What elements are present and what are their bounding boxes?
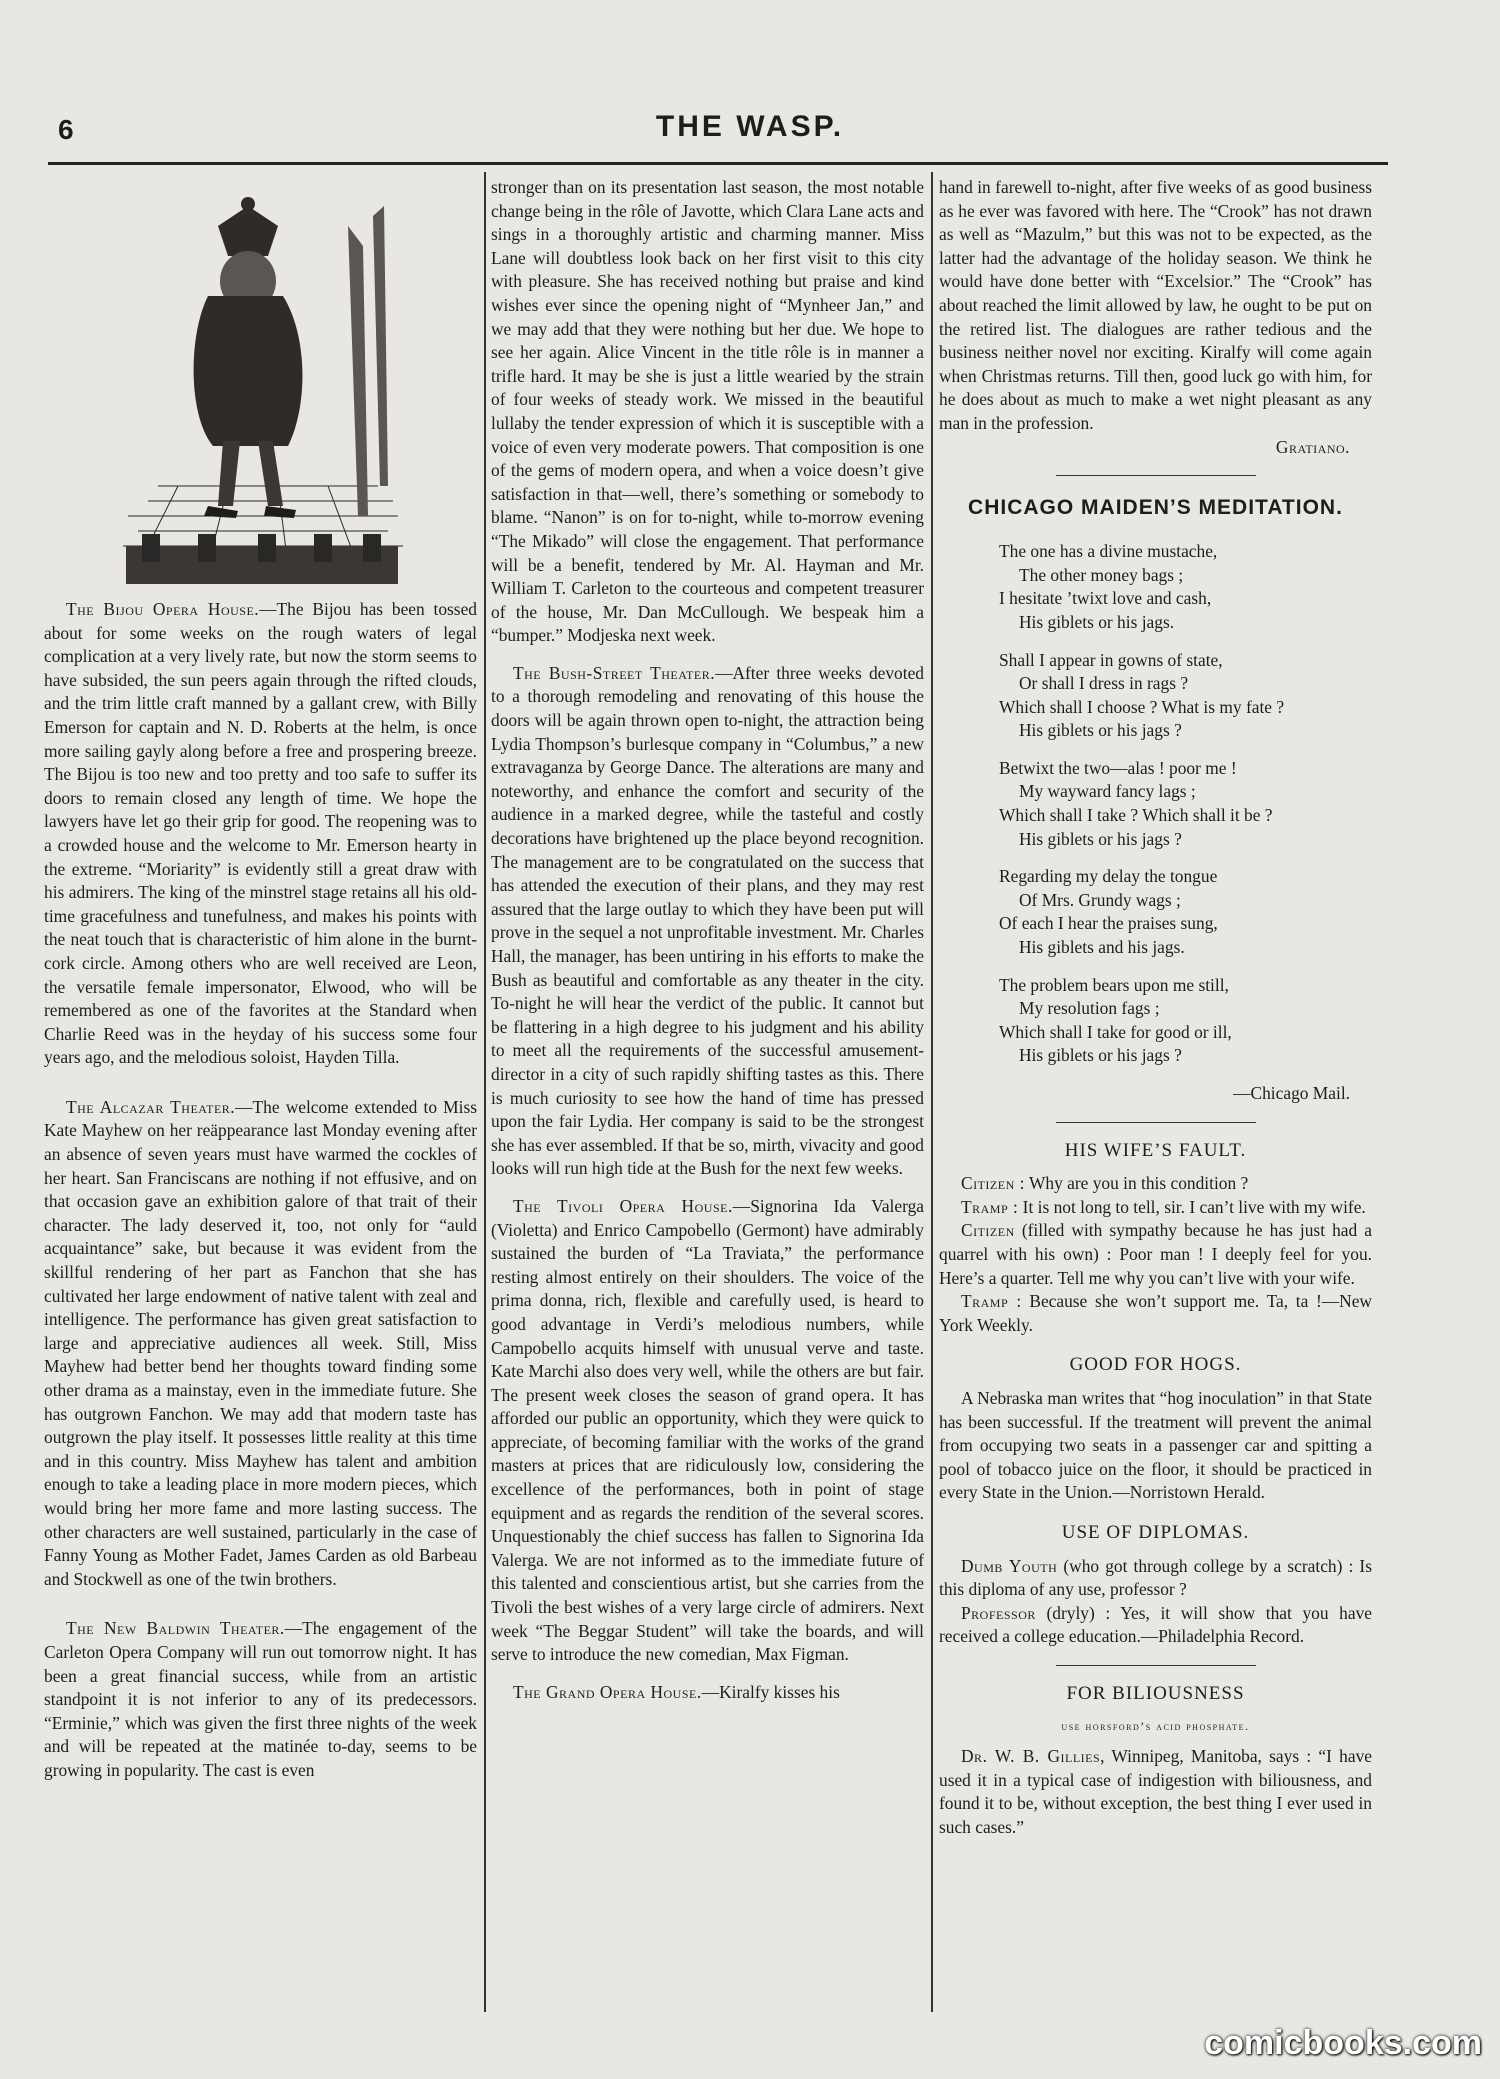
dialogue-text: (dryly) : Yes, it will show that you have received a college education.—Philadelphia Record. [939, 1602, 1372, 1647]
section-subtitle-bilious: use horsford’s acid phosphate. [1061, 1719, 1250, 1734]
article-body: —Kiralfy kisses his [701, 1681, 840, 1702]
dialogue-line [939, 1172, 1372, 1196]
signature-line [939, 436, 1372, 460]
signature-gratiano: Gratiano. [1275, 436, 1350, 457]
article-body: —The Bijou has been tossed about for some weeks on the rough waters of legal complication at a very lively rate, but now the storm seems to have subsided, the sun peers again through the rifted clouds, and the trim little craft manned by a gallant crew, with Billy Emerson for captain and N. D. Roberts at the helm, is once more sailing gayly along before a free and prospering breeze. The Bijou is too new and too pretty and too safe to suffer its doors to remain closed any length of time. We hope the lawyers have let go their grip for good. The reopening was to a crowded house and the welcome to Mr. Emerson hearty in the extreme. “Moriarity” is evidently still a great draw with his admirers. The king of the minstrel stage retains all his old-time gracefulness and tunefulness, and makes his points with the neat touch that is characteristic of him alone in the burnt-cork circle. Among others who are well received are Leon, the versatile female impersonator, Elwood, who will be remembered as one of the favorites at the Standard when Charlie Reed was in the heyday of his success some four years ago, and the melodious soloist, Hayden Tilla. [44, 599, 477, 1068]
poem-line: The other money bags ; [1019, 564, 1184, 585]
article-lead: Dr. W. B. Gillies [961, 1746, 1101, 1767]
poem-line: Shall I appear in gowns of state, [999, 649, 1223, 670]
article-baldwin [44, 1617, 477, 1782]
poem-line: Or shall I dress in rags ? [1019, 673, 1189, 694]
article-body: , Winnipeg, Manitoba, says : “I have used it in a typical case of indigestion with biliousness, and found it to be, without exception, the best thing I ever used in such cases.” [939, 1746, 1372, 1837]
dialogue-text: Because she won’t support me. Ta, ta !—New York Weekly. [939, 1291, 1372, 1335]
article-bilious [939, 1745, 1372, 1839]
poem-stanza [999, 974, 1372, 1068]
separator-rule [1056, 475, 1256, 476]
poem-line: My resolution fags ; [1019, 998, 1160, 1019]
article-tivoli [491, 1195, 924, 1667]
dialogue-diplomas [939, 1555, 1372, 1649]
speaker-name: Professor [961, 1602, 1036, 1623]
poem-stanza [999, 865, 1372, 959]
poem-line: My wayward fancy lags ; [1019, 781, 1196, 802]
poem-line: Betwixt the two—alas ! poor me ! [999, 757, 1237, 778]
dialogue-text: Why are you in this condition ? [1024, 1173, 1249, 1194]
article-body: —Signorina Ida Valerga (Violetta) and Enrico Campobello (Germont) have admirably sustained the burden of “La Traviata,” the performance resting almost entirely on their shoulders. The voice of the prima donna, rich, flexible and carefully used, is heard to good advantage in Verdi’s melodious numbers, while Campobello acquits himself with unusual verve and taste. Kate Marchi also does very well, while the others are but fair. The present week closes the season of grand opera. It has afforded our public an opportunity, which they were quick to appreciate, of becoming familiar with the works of the grand masters at prices that are ridiculously low, considering the excellence of the performances, both in point of stage equipment and as regards the rendition of the several scores. Unquestionably the chief success has fallen to Signorina Ida Valerga. We are not informed as to the immediate future of this talented and conscientious artist, but she carries from the Tivoli the best wishes of a very large circle of admirers. Next week “The Beggar Student” will take the boards, and will serve to introduce the new comedian, Max Figman. [491, 1195, 924, 1665]
separator-rule [1056, 1665, 1256, 1666]
article-hogs: A Nebraska man writes that “hog inoculation” in that State has been successful. If the treatment will prevent the animal from occupying two seats in a passenger car and spitting a pool of tobacco juice on the floor, it should be practiced in every State in the Union.—Norristown Herald. [939, 1387, 1372, 1503]
dialogue-line [939, 1219, 1372, 1290]
poem-stanza [999, 757, 1372, 851]
article-grand [491, 1681, 924, 1705]
speaker-name: Citizen [961, 1220, 1015, 1241]
poem-line: His giblets or his jags ? [1019, 1045, 1182, 1066]
article-lead: The Tivoli Opera House. [513, 1195, 733, 1216]
speaker-name: Tramp : [961, 1291, 1022, 1312]
poem-line: Of each I hear the praises sung, [999, 913, 1218, 934]
dialogue-wife [939, 1172, 1372, 1337]
poem-title: CHICAGO MAIDEN’S MEDITATION. [968, 496, 1343, 520]
poem-body [939, 540, 1372, 1068]
article-baldwin-continued: stronger than on its presentation last season, the most notable change being in the rôle of Javotte, which Clara Lane acts and sings in a thoroughly artistic and charming manner. Miss Lane will doubtless look back on her first visit to this city with pleasure. She has received nothing but praise and kind wishes ever since the opening night of “Mynheer Jan,” and we may add that they were nothing but her due. We hope to see her again. Alice Vincent in the title rôle is in manner a trifle hard. It may be she is just a little wearied by the strain of four weeks of steady work. We missed in the beautiful lullaby the tender expression of which it is susceptible with a voice of even very moderate powers. That composition is one of the gems of modern opera, and when a voice doesn’t give satisfaction in that—well, there’s something or somebody to blame. “Nanon” is on for to-night, while to-morrow evening “The Mikado” will close the engagement. That performance will be a benefit, tendered by Mr. Al. Hayman and Mr. William T. Carleton to the courteous and competent treasurer of the house, Mr. Dan McCullough. We bespeak him a “bumper.” Modjeska next week. [491, 177, 924, 646]
poem-stanza [999, 649, 1372, 743]
poem-line: His giblets or his jags ? [1019, 720, 1182, 741]
poem-stanza [999, 540, 1372, 634]
separator-rule [1056, 1122, 1256, 1123]
article-bijou [44, 598, 477, 1070]
dialogue-line [939, 1290, 1372, 1337]
speaker-name: Dumb Youth [961, 1555, 1058, 1576]
dialogue-text: (who got through college by a scratch) : Is this diploma of any use, professor ? [939, 1555, 1372, 1600]
poem-line: I hesitate ’twixt love and cash, [999, 588, 1212, 609]
article-alcazar [44, 1096, 477, 1591]
poem-line: The one has a divine mustache, [999, 541, 1218, 562]
article-lead: The Grand Opera House. [513, 1681, 702, 1702]
article-lead: The Bush-Street Theater. [513, 662, 716, 683]
article-body: —After three weeks devoted to a thorough remodeling and renovating of this house the doors will be again thrown open to-night, the attraction being Lydia Thompson’s burlesque company in “Columbus,” a new extravaganza by George Dance. The alterations are many and noteworthy, and enhance the comfort and security of the audience in a marked degree, while the tasteful and costly decorations have brightened up the place beyond recognition. The management are to be congratulated on the success that has attended the execution of their plans, and they may rest assured that the large outlay to which they have been put will prove in the sequel a not unprofitable investment. Mr. Charles Hall, the manager, has been untiring in his efforts to make the Bush as beautiful and comfortable as any theater in the city. To-night he will hear the verdict of the public. It cannot but be flattering in a high degree to his judgment and his ability to meet all the requirements of the successful amusement-director in a city of such rapidly shifting tastes as this. There is much curiosity to see how the hand of time has pressed upon the fair Lydia. Her company is said to be the strongest she has ever assembled. If that be so, mirth, vivacity and good looks will run high tide at the Bush for the next few weeks. [491, 662, 924, 1179]
speaker-name: Citizen : [961, 1173, 1025, 1194]
section-title-bilious: FOR BILIOUSNESS [1066, 1682, 1245, 1704]
section-title-diplomas: USE OF DIPLOMAS. [1061, 1521, 1250, 1543]
poem-line: Of Mrs. Grundy wags ; [1019, 889, 1181, 910]
poem-line: Which shall I take ? Which shall it be ? [999, 805, 1273, 826]
masthead-title: THE WASP. [655, 110, 845, 143]
page-number: 6 [58, 114, 74, 145]
column-divider [484, 172, 486, 2012]
header-rule [48, 162, 1388, 165]
dialogue-line [939, 1196, 1372, 1220]
section-title-hogs: GOOD FOR HOGS. [1069, 1354, 1242, 1376]
article-grand-continued: hand in farewell to-night, after five weeks of as good business as he ever was favored with here. The “Crook” has not drawn as well as “Mazulm,” but this was not to be expected, as the latter had the advantage of the holiday season. We think he would have done better with “Excelsior.” The “Crook” has about reached the limit allowed by law, he ought to be put on the retired list. The dialogues are rather tedious and the business neither novel nor exciting. Kiralfy will come again when Christmas returns. Till then, good luck go with him, for he does about as much to make a wet night pleasant as any man in the profession. [939, 177, 1372, 433]
poem-line: Which shall I choose ? What is my fate ? [999, 696, 1285, 717]
article-lead: The New Baldwin Theater. [66, 1618, 285, 1639]
poem-line: His giblets or his jags ? [1019, 828, 1182, 849]
column-1 [44, 598, 477, 1783]
article-body: —The engagement of the Carleton Opera Company will run out tomorrow night. It has been a great financial success, while from an artistic standpoint it is not inferior to any of its predecessors. “Erminie,” which was given the first three nights of the week and will be repeated at the matinée to-day, seems to be growing in popularity. The cast is even [44, 1618, 477, 1780]
poem-line: Regarding my delay the tongue [999, 866, 1218, 887]
poem-line: Which shall I take for good or ill, [999, 1021, 1232, 1042]
article-bush [491, 662, 924, 1181]
speaker-name: Tramp : [961, 1196, 1019, 1217]
poem-line: His giblets or his jags. [1019, 611, 1175, 632]
dialogue-text: It is not long to tell, sir. I can’t live with my wife. [1018, 1196, 1366, 1217]
column-2 [491, 176, 924, 1704]
article-body: —The welcome extended to Miss Kate Mayhew on her reäppearance last Monday evening after an absence of seven years must have warmed the cockles of her heart. San Franciscans are nothing if not effusive, and on that occasion gave an exhibition galore of that trait of their character. The lady deserved it, too, not only for “auld acquaintance” sake, but because it was evident from the skillful rendering of her part as Fanchon that she has cultivated her large endowment of native talent with zeal and intelligence. The performance has given great satisfaction to large and appreciative audiences all week. Still, Miss Mayhew had better bend her thoughts toward finding some other drama as a mainstay, even in the immediate future. She has outgrown Fanchon. We may add that modern taste has outgrown the play itself. It possesses little reality at this time and in this country. Miss Mayhew has talent and ambition enough to take a leading place in more modern pieces, which would bring her more fame and more lasting success. The other characters are well sustained, particularly in the case of Fanny Young as Mother Fadet, James Carden as old Barbeau and Stockwell as one of the twin brothers. [44, 1096, 477, 1589]
column-divider [931, 172, 933, 2012]
site-watermark: comicbooks.com [1204, 2024, 1482, 2062]
section-title-wife: HIS WIFE’S FAULT. [1064, 1139, 1247, 1161]
poem-line: The problem bears upon me still, [999, 974, 1229, 995]
article-lead: The Bijou Opera House. [66, 599, 260, 619]
engraving-illustration [118, 186, 408, 590]
poem-line: His giblets and his jags. [1019, 937, 1185, 958]
article-lead: The Alcazar Theater. [66, 1096, 236, 1117]
dialogue-text: (filled with sympathy because he has just had a quarrel with his own) : Poor man ! I deeply feel for you. Here’s a quarter. Tell me why you can’t live with your wife. [939, 1220, 1372, 1288]
dialogue-line [939, 1555, 1372, 1602]
dialogue-line [939, 1602, 1372, 1649]
poem-credit: —Chicago Mail. [1233, 1083, 1350, 1103]
column-3 [939, 176, 1372, 1839]
